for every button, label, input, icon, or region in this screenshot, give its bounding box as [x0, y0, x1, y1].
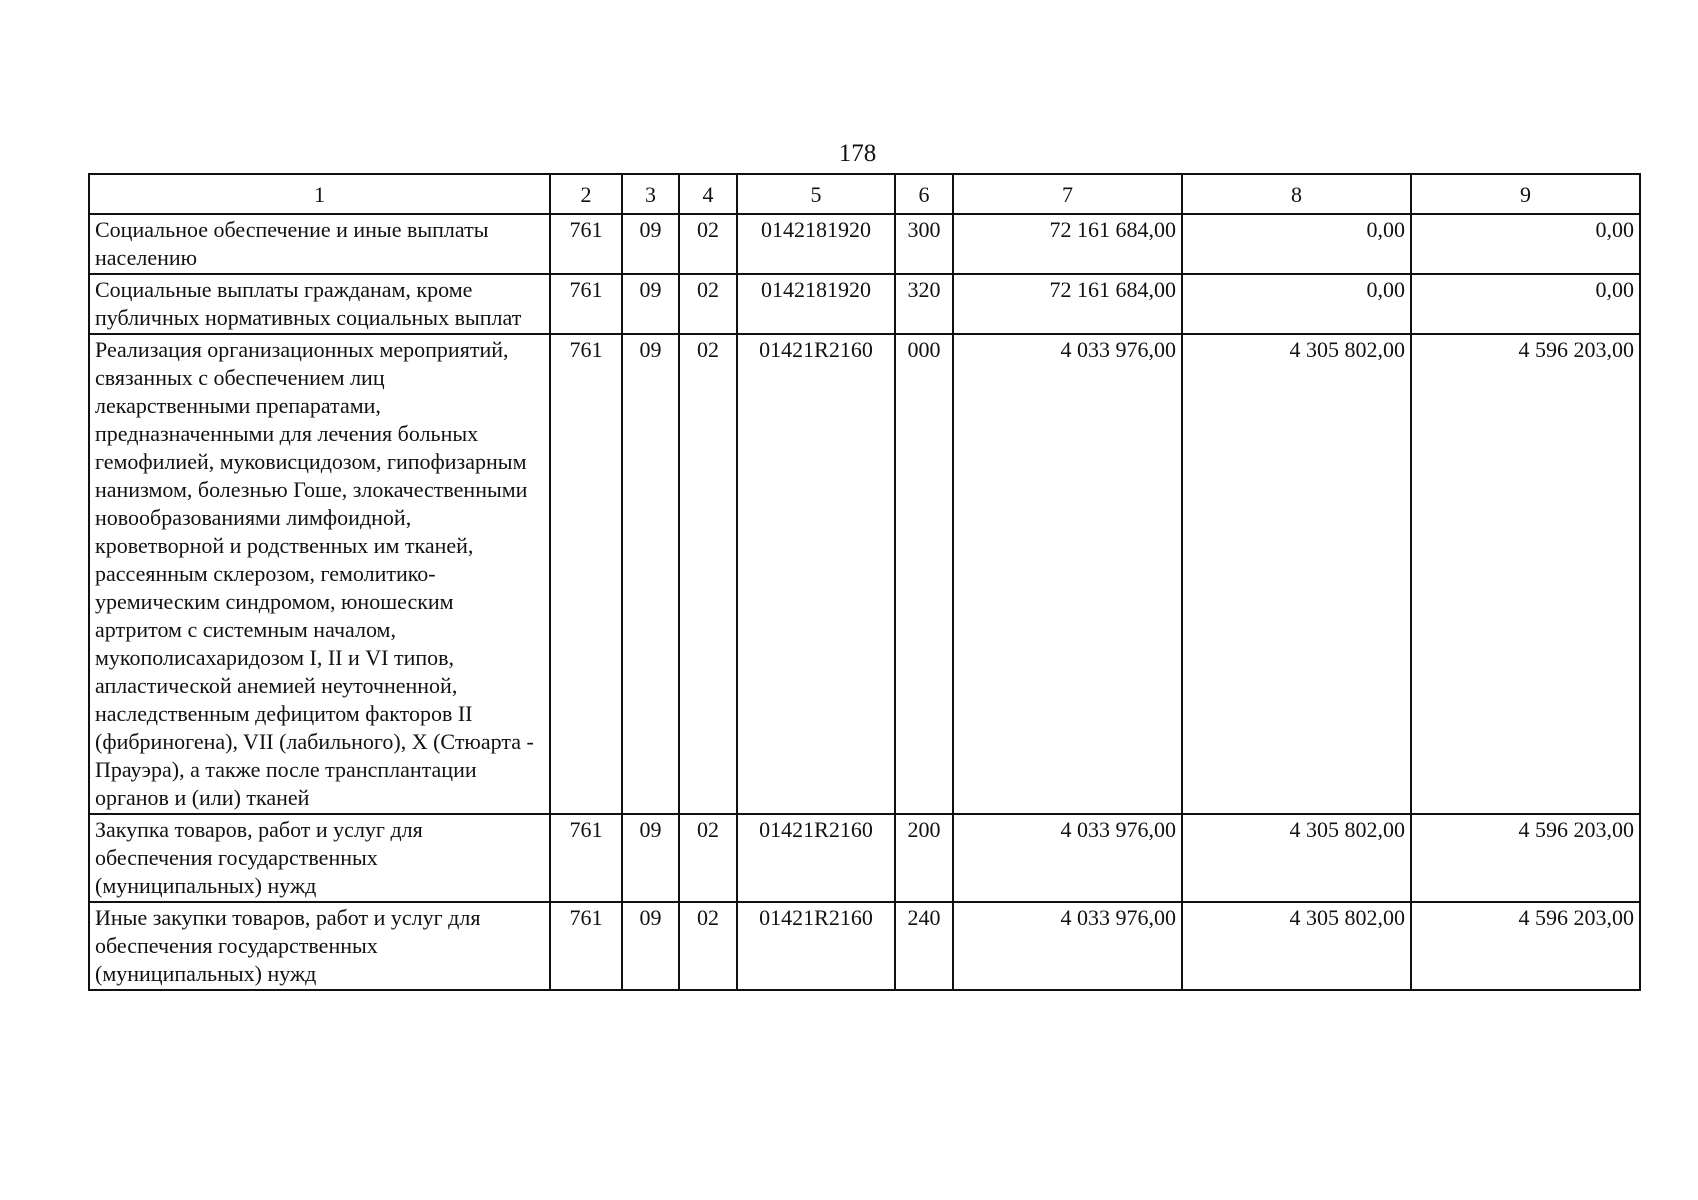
- subsection-code: 02: [679, 274, 737, 334]
- table-row: [89, 334, 1640, 814]
- expense-type-code: 000: [895, 334, 953, 814]
- table-row: [89, 902, 1640, 990]
- subsection-code: 02: [679, 902, 737, 990]
- column-header: 6: [895, 174, 953, 214]
- column-header: 8: [1182, 174, 1411, 214]
- amount-col9: 4 596 203,00: [1411, 814, 1640, 902]
- ministry-code: 761: [550, 334, 622, 814]
- section-code: 09: [622, 274, 679, 334]
- amount-col8: 4 305 802,00: [1182, 902, 1411, 990]
- section-code: 09: [622, 814, 679, 902]
- section-code: 09: [622, 214, 679, 274]
- column-header: 1: [89, 174, 550, 214]
- row-name: Социальное обеспечение и иные выплаты населению: [89, 214, 550, 274]
- amount-col7: 4 033 976,00: [953, 334, 1182, 814]
- column-header: 2: [550, 174, 622, 214]
- row-name: Социальные выплаты гражданам, кроме публичных нормативных социальных выплат: [89, 274, 550, 334]
- target-article-code: 0142181920: [737, 214, 895, 274]
- amount-col9: 0,00: [1411, 274, 1640, 334]
- target-article-code: 01421R2160: [737, 334, 895, 814]
- target-article-code: 01421R2160: [737, 814, 895, 902]
- column-header: 3: [622, 174, 679, 214]
- expense-type-code: 200: [895, 814, 953, 902]
- target-article-code: 01421R2160: [737, 902, 895, 990]
- row-name: Реализация организационных мероприятий, связанных с обеспечением лиц лекарственными препаратами, предназначенными для лечения больных гемофилией, муковисцидозом, гипофизарным нанизмом, болезнью Гоше, злокачественными новообразованиями лимфоидной, кроветворной и родственных им тканей, рассеянным склерозом, гемолитико-уремическим синдромом, юношеским артритом с системным началом, мукополисахаридозом I, II и VI типов, апластической анемией неуточненной, наследственным дефицитом факторов II (фибриногена), VII (лабильного), X (Стюарта - Прауэра), а также после трансплантации органов и (или) тканей: [89, 334, 550, 814]
- amount-col8: 4 305 802,00: [1182, 334, 1411, 814]
- expense-type-code: 300: [895, 214, 953, 274]
- amount-col9: 4 596 203,00: [1411, 334, 1640, 814]
- amount-col7: 4 033 976,00: [953, 902, 1182, 990]
- expense-type-code: 320: [895, 274, 953, 334]
- table-row: [89, 814, 1640, 902]
- table-row: [89, 214, 1640, 274]
- amount-col9: 0,00: [1411, 214, 1640, 274]
- section-code: 09: [622, 902, 679, 990]
- column-header: 4: [679, 174, 737, 214]
- amount-col7: 72 161 684,00: [953, 274, 1182, 334]
- page-number: 178: [838, 140, 877, 167]
- target-article-code: 0142181920: [737, 274, 895, 334]
- budget-table: [88, 173, 1641, 991]
- amount-col8: 0,00: [1182, 274, 1411, 334]
- ministry-code: 761: [550, 902, 622, 990]
- subsection-code: 02: [679, 814, 737, 902]
- amount-col7: 72 161 684,00: [953, 214, 1182, 274]
- table-body: [89, 214, 1640, 990]
- row-name: Иные закупки товаров, работ и услуг для обеспечения государственных (муниципальных) нужд: [89, 902, 550, 990]
- table-header: [89, 174, 1640, 214]
- row-name: Закупка товаров, работ и услуг для обеспечения государственных (муниципальных) нужд: [89, 814, 550, 902]
- ministry-code: 761: [550, 214, 622, 274]
- table-row: [89, 274, 1640, 334]
- column-header: 7: [953, 174, 1182, 214]
- section-code: 09: [622, 334, 679, 814]
- ministry-code: 761: [550, 274, 622, 334]
- column-header: 5: [737, 174, 895, 214]
- subsection-code: 02: [679, 334, 737, 814]
- expense-type-code: 240: [895, 902, 953, 990]
- amount-col8: 4 305 802,00: [1182, 814, 1411, 902]
- header-row: [89, 174, 1640, 214]
- subsection-code: 02: [679, 214, 737, 274]
- ministry-code: 761: [550, 814, 622, 902]
- amount-col7: 4 033 976,00: [953, 814, 1182, 902]
- amount-col8: 0,00: [1182, 214, 1411, 274]
- column-header: 9: [1411, 174, 1640, 214]
- amount-col9: 4 596 203,00: [1411, 902, 1640, 990]
